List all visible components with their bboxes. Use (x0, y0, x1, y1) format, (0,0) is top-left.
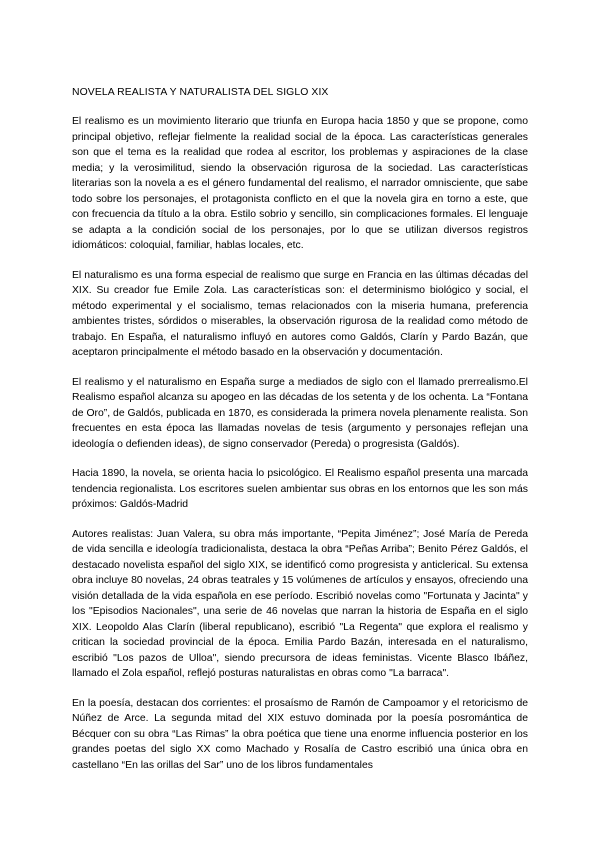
document-page (72, 86, 528, 787)
paragraph-novela-psicologica: Hacia 1890, la novela, se orienta hacia lo psicológico. El Realismo español presenta una marcada tendencia regionalista. Los escritores suelen ambientar sus obras en los entornos que les son más próximos: Galdós-Madrid (72, 468, 528, 510)
paragraph-poesia: En la poesía, destacan dos corrientes: el prosaísmo de Ramón de Campoamor y el retoricismo de Núñez de Arce. La segunda mitad del XIX estuvo dominada por la poesía posromántica de Bécquer con su obra “Las Rimas” la obra poética que tiene una enorme influencia posterior en los grandes poetas del siglo XX como Machado y Rosalía de Castro escribió una única obra en castellano “En las orillas del Sar” uno de los libros fundamentales (72, 697, 528, 771)
document-title: NOVELA REALISTA Y NATURALISTA DEL SIGLO XIX (72, 87, 329, 98)
paragraph-realismo-espana: El realismo y el naturalismo en España surge a mediados de siglo con el llamado prerrealismo.El Realismo español alcanza su apogeo en las décadas de los setenta y de los ochenta. La “Fontana de Oro”, de Galdós, publicada en 1870, es considerada la primera novela plenamente realista. Son frecuentes en esta época las llamadas novelas de tesis (argumento y personajes reflejan una ideología o defienden ideas), de signo conservador (Pereda) o progresista (Galdós). (72, 376, 528, 450)
paragraph-naturalismo: El naturalismo es una forma especial de realismo que surge en Francia en las últimas décadas del XIX. Su creador fue Emile Zola. Las características son: el determinismo biológico y social, el método experimental y el socialismo, temas relacionados con la miseria humana, preferencia ambientes tristes, sórdidos o miserables, la observación rigurosa de la realidad como método de trabajo. En España, el naturalismo influyó en autores como Galdós, Clarín y Pardo Bazán, que aceptaron principalmente el método basado en la observación y documentación. (72, 269, 528, 358)
paragraph-realismo: El realismo es un movimiento literario que triunfa en Europa hacia 1850 y que se propone, como principal objetivo, reflejar fielmente la realidad social de la época. Las características generales son que el tema es la realidad que rodea al escritor, los problemas y aspiraciones de la clase media; y la verosimilitud, siendo la observación rigurosa de la sociedad. Las características literarias son la novela a es el género fundamental del realismo, el narrador omnisciente, que sabe todo sobre los personajes, el protagonista conflicto en el que la novela gira en torno a este, que con frecuencia da título a la obra. Estilo sobrio y sencillo, sin complicaciones formales. El lenguaje se adapta a la condición social de los personajes, por lo que se utilizan diversos registros idiomáticos: coloquial, familiar, hablas locales, etc. (72, 116, 528, 251)
paragraph-autores-realistas: Autores realistas: Juan Valera, su obra más importante, “Pepita Jiménez”; José María de Pereda de vida sencilla e ideología tradicionalista, destaca la obra “Peñas Arriba”; Benito Pérez Galdós, el destacado novelista español del siglo XIX, se identificó como progresista y anticlerical. Su extensa obra incluye 80 novelas, 24 obras teatrales y 15 volúmenes de artículos y ensayos, ofreciendo una visión detallada de la vida española en ese período. Escribió novelas como "Fortunata y Jacinta" y los "Episodios Nacionales", una serie de 46 novelas que narran la historia de España en el siglo XIX. Leopoldo Alas Clarín (liberal republicano), escribió "La Regenta" que explora el realismo y critican la sociedad provincial de la época. Emilia Pardo Bazán, interesada en el naturalismo, escribió "Los pazos de Ulloa", siendo precursora de ideas feministas. Vicente Blasco Ibáñez, llamado el Zola español, reflejó posturas naturalistas en obras como "La barraca". (72, 528, 528, 679)
